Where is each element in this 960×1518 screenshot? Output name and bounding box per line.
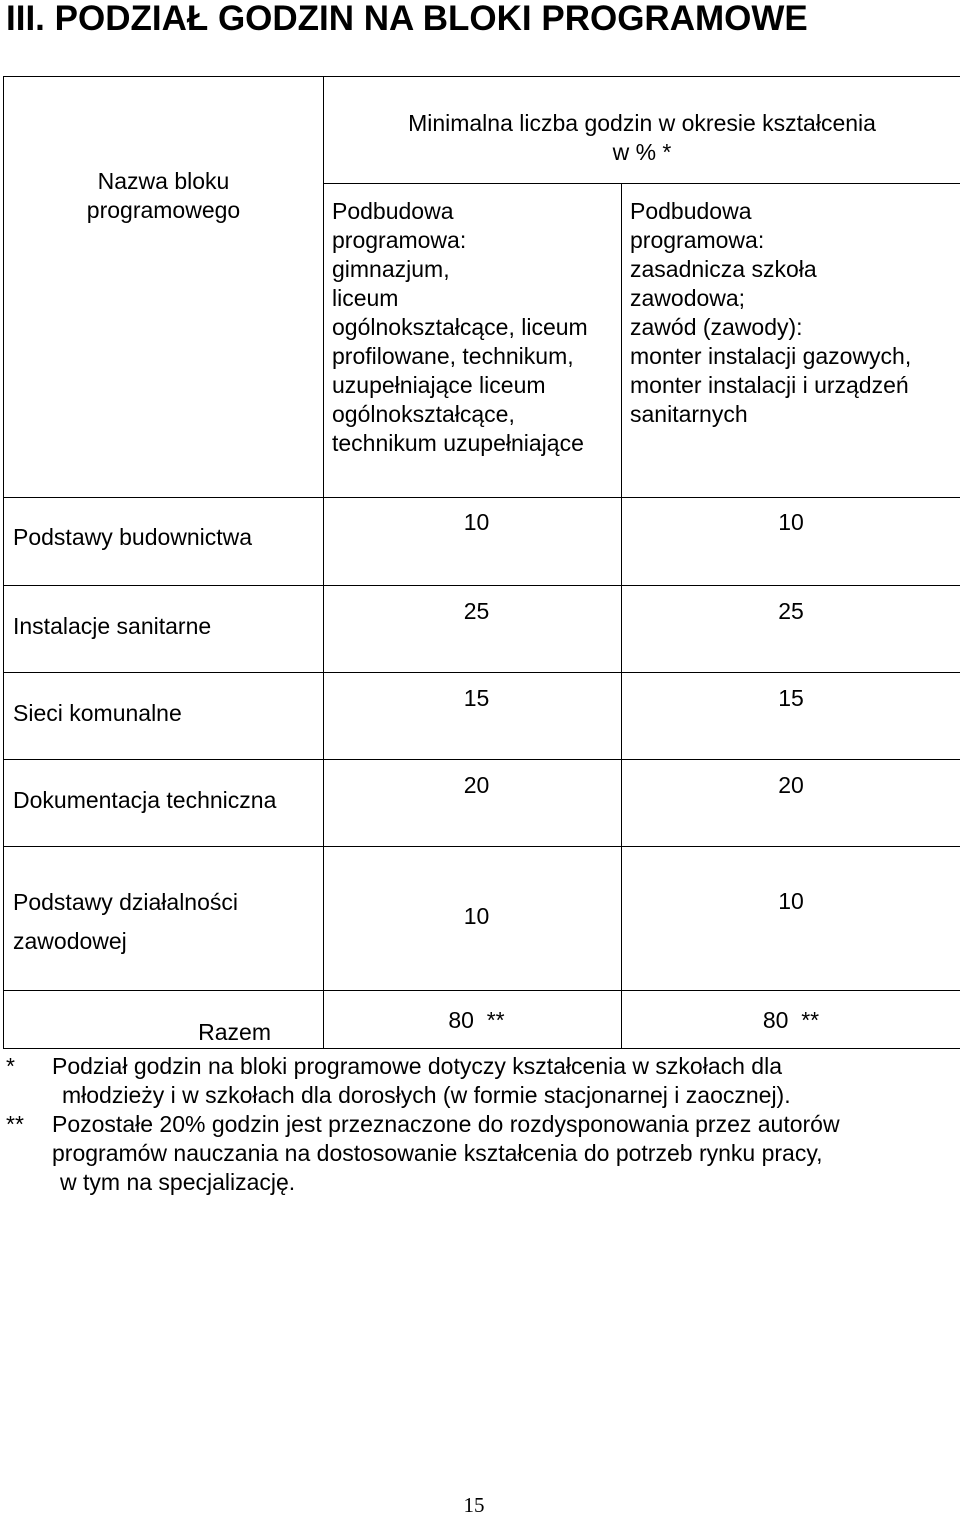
table-row [4, 760, 960, 847]
row-name-text: Sieci komunalne [13, 700, 182, 726]
footnote-marker: * [6, 1053, 15, 1079]
header-block-name-line: Nazwa bloku [97, 168, 230, 194]
row-value-vocational [622, 847, 960, 991]
footnote-text: Podział godzin na bloki programowe dotyczy kształcenia w szkołach dla [52, 1053, 782, 1079]
row-value-text: 25 [778, 598, 804, 624]
table-row [4, 586, 960, 673]
footnote-text: w tym na specjalizację. [60, 1169, 296, 1195]
row-value-text: 80 ** [448, 1007, 505, 1033]
row-name-text: zawodowej [13, 928, 127, 954]
row-name [4, 991, 324, 1049]
page-number: 15 [463, 1493, 485, 1517]
header-block-name-line: programowego [86, 197, 241, 223]
row-name [4, 760, 324, 847]
row-value-text: 10 [778, 509, 804, 535]
row-name [4, 847, 324, 991]
row-value-vocational [622, 586, 960, 673]
program-blocks-table [3, 76, 960, 1049]
subheader-general-schools [324, 184, 622, 498]
subheader-line: programowa: [630, 227, 765, 253]
header-min-hours-line: w % * [612, 139, 672, 165]
row-value-text: 20 [463, 772, 490, 798]
footnotes [6, 1052, 946, 1197]
subheader-line: Podbudowa [332, 198, 454, 224]
subheader-line: zawód (zawody): [630, 314, 803, 340]
row-value-text: 20 [778, 772, 804, 798]
footnote-text: programów nauczania na dostosowanie kształcenia do potrzeb rynku pracy, [52, 1140, 823, 1166]
footnote-2 [6, 1110, 946, 1197]
header-block-name [4, 77, 324, 498]
row-value-general [324, 760, 622, 847]
row-value-general [324, 847, 622, 991]
subheader-line: profilowane, technikum, [332, 343, 574, 369]
row-value-general [324, 673, 622, 760]
row-value-general [324, 498, 622, 586]
table-row [4, 498, 960, 586]
subheader-line: programowa: [332, 227, 467, 253]
footnote-text: młodzieży i w szkołach dla dorosłych (w formie stacjonarnej i zaocznej). [62, 1082, 791, 1108]
subheader-line: liceum [332, 285, 399, 311]
footnote-1 [6, 1052, 946, 1110]
row-value-general [324, 991, 622, 1049]
table-row [4, 847, 960, 991]
subheader-vocational-school [622, 184, 960, 498]
table-row-total [4, 991, 960, 1049]
row-value-text: 15 [778, 685, 804, 711]
row-value-text: 80 ** [762, 1007, 820, 1033]
row-value-general [324, 586, 622, 673]
subheader-line: ogólnokształcące, liceum [332, 314, 588, 340]
subheader-line: monter instalacji gazowych, [630, 343, 912, 369]
row-name-text: Dokumentacja techniczna [13, 787, 277, 813]
row-name-text: Razem [198, 1019, 271, 1045]
subheader-line: zasadnicza szkoła [630, 256, 817, 282]
row-name-text: Podstawy działalności [13, 889, 239, 915]
subheader-line: Podbudowa [630, 198, 752, 224]
row-value-vocational [622, 673, 960, 760]
row-name [4, 586, 324, 673]
row-value-text: 15 [463, 685, 490, 711]
subheader-line: uzupełniające liceum [332, 372, 546, 398]
subheader-line: technikum uzupełniające [332, 430, 584, 456]
header-min-hours [324, 77, 960, 184]
row-value-text: 10 [463, 509, 490, 535]
table-row [4, 673, 960, 760]
row-name [4, 498, 324, 586]
row-value-text: 10 [463, 903, 490, 929]
section-title: III. PODZIAŁ GODZIN NA BLOKI PROGRAMOWE [6, 0, 808, 38]
row-value-vocational [622, 760, 960, 847]
row-value-text: 25 [463, 598, 490, 624]
table-header-row [4, 77, 960, 184]
row-name [4, 673, 324, 760]
row-value-text: 10 [778, 888, 804, 914]
subheader-line: ogólnokształcące, [332, 401, 515, 427]
header-min-hours-line: Minimalna liczba godzin w okresie kształcenia [408, 110, 876, 136]
row-name-text: Instalacje sanitarne [13, 613, 212, 639]
row-name-text: Podstawy budownictwa [13, 524, 253, 550]
row-value-vocational [622, 991, 960, 1049]
footnote-marker: ** [6, 1111, 24, 1137]
subheader-line: monter instalacji i urządzeń [630, 372, 909, 398]
row-value-vocational [622, 498, 960, 586]
subheader-line: zawodowa; [630, 285, 746, 311]
subheader-line: sanitarnych [630, 401, 748, 427]
footnote-text: Pozostałe 20% godzin jest przeznaczone do rozdysponowania przez autorów [52, 1111, 840, 1137]
subheader-line: gimnazjum, [332, 256, 450, 282]
